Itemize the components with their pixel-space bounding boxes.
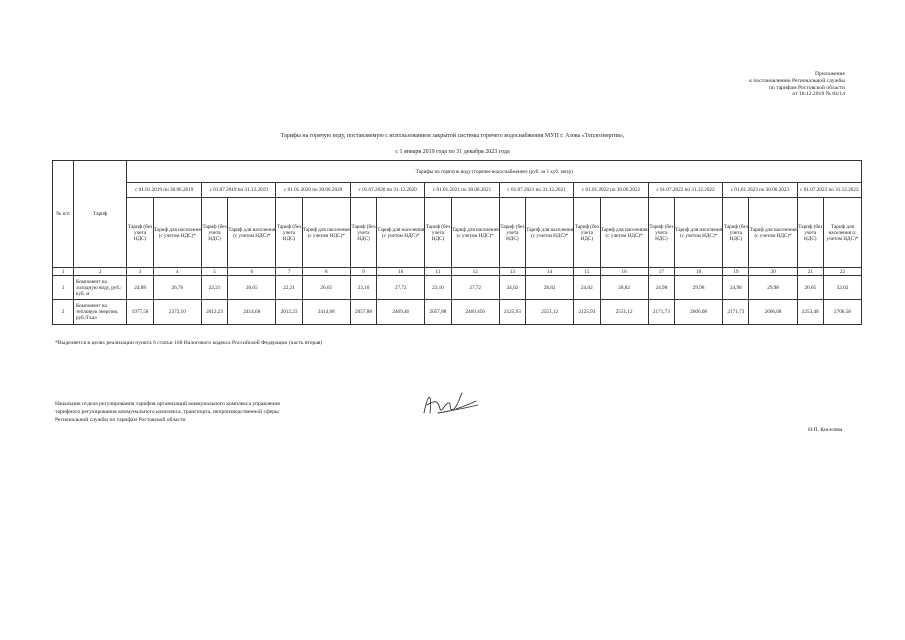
document-title: Тарифы на горячую воду, поставляемую с использованием закрытой системы горячего водоснабжения МУП г. Азова «Теплоэнергия», bbox=[280, 133, 625, 139]
tariff-value: 2171,73 bbox=[648, 300, 674, 325]
period-header: с 01.07.2019 по 31.12.2019 bbox=[201, 183, 275, 198]
footnote: *Выделяется в целях реализации пункта 6 статьи 168 Налогового кодекса Российской Федерации (часть вторая) bbox=[55, 340, 323, 346]
tariff-excl-vat-header: Тариф (без учета НДС) bbox=[425, 198, 451, 268]
column-number: 18 bbox=[674, 268, 722, 276]
tariff-value: 28,82 bbox=[526, 276, 574, 300]
tariff-excl-vat-header: Тариф (без учета НДС) bbox=[797, 198, 823, 268]
tariff-value: 1977,58 bbox=[127, 300, 153, 325]
tariff-value: 23,10 bbox=[350, 276, 376, 300]
column-number: 2 bbox=[73, 268, 127, 276]
tariff-value: 2551,12 bbox=[526, 300, 574, 325]
row-number: 2 bbox=[53, 300, 74, 325]
tariff-excl-vat-header: Тариф (без учета НДС) bbox=[276, 198, 302, 268]
tariff-value: 2414,68 bbox=[228, 300, 276, 325]
tariff-excl-vat-header: Тариф (без учета НДС) bbox=[648, 198, 674, 268]
column-number: 5 bbox=[201, 268, 227, 276]
tariff-population-header: Тариф для населения (с учетом НДС)* bbox=[823, 198, 861, 268]
appendix-line: к постановлению Региональной службы bbox=[749, 77, 845, 84]
column-number: 11 bbox=[425, 268, 451, 276]
header-tariff: Тариф bbox=[73, 161, 127, 268]
tariff-value: 27,72 bbox=[451, 276, 499, 300]
tariff-value: 27,72 bbox=[377, 276, 425, 300]
tariff-value: 2171,73 bbox=[723, 300, 749, 325]
tariff-excl-vat-header: Тариф (без учета НДС) bbox=[201, 198, 227, 268]
tariff-value: 26,65 bbox=[228, 276, 276, 300]
row-name: Компонент на тепловую энергию, руб./Гкал bbox=[73, 300, 127, 325]
period-header: с 01.07.2021 по 31.12.2021 bbox=[499, 183, 573, 198]
tariff-population-header: Тариф для населения (с учетом НДС)* bbox=[377, 198, 425, 268]
column-number: 14 bbox=[526, 268, 574, 276]
tariff-value: 2469,46 bbox=[377, 300, 425, 325]
tariff-value: 32,02 bbox=[823, 276, 861, 300]
period-header: с 01.01.2022 по 30.06.2022 bbox=[574, 183, 648, 198]
signatory-position: Начальник отдела регулирования тарифов организаций коммунального комплекса управления тарифного регулирования коммунального комплекса, транспорта, непроизводственной сферы Региональной службы по тарифам Ростовской области bbox=[55, 401, 280, 424]
tariff-value: 29,98 bbox=[749, 276, 797, 300]
tariff-value: 2414,68 bbox=[302, 300, 350, 325]
tariff-value: 2253,48 bbox=[797, 300, 823, 325]
tariff-value: 22,21 bbox=[201, 276, 227, 300]
appendix-line: Приложение bbox=[814, 71, 845, 77]
period-header: с 01.07.2022 по 31.12.2022 bbox=[648, 183, 722, 198]
row-number: 1 bbox=[53, 276, 74, 300]
tariff-value: 2125,93 bbox=[574, 300, 600, 325]
tariff-value: 24,88 bbox=[127, 276, 153, 300]
tariff-value: 2551,12 bbox=[600, 300, 648, 325]
tariff-value: 26,65 bbox=[302, 276, 350, 300]
tariff-excl-vat-header: Тариф (без учета НДС) bbox=[499, 198, 525, 268]
appendix-line: по тарифам Ростовской области bbox=[769, 84, 845, 91]
appendix-line: от 18.12.2018 № 84/14 bbox=[792, 91, 845, 98]
column-number: 3 bbox=[127, 268, 153, 276]
document-period: с 1 января 2019 года по 31 декабря 2023 года bbox=[395, 149, 510, 155]
table-row bbox=[53, 300, 862, 325]
tariff-population-header: Тариф для населения (с учетом НДС)* bbox=[600, 198, 648, 268]
column-number: 20 bbox=[749, 268, 797, 276]
column-number: 22 bbox=[823, 268, 861, 276]
tariff-value: 24,02 bbox=[574, 276, 600, 300]
period-header: с 01.07.2023 по 31.12.2023 bbox=[797, 183, 861, 198]
period-header: с 01.07.2020 по 31.12.2020 bbox=[350, 183, 424, 198]
tariff-table bbox=[52, 160, 862, 325]
tariff-value: 29,98 bbox=[674, 276, 722, 300]
tariff-value: 22,21 bbox=[276, 276, 302, 300]
tariff-value: 2012,23 bbox=[276, 300, 302, 325]
tariff-excl-vat-header: Тариф (без учета НДС) bbox=[574, 198, 600, 268]
tariff-value: 24,98 bbox=[648, 276, 674, 300]
period-header: с 01.01.2020 по 30.06.2020 bbox=[276, 183, 350, 198]
appendix-block bbox=[749, 71, 845, 98]
tariff-excl-vat-header: Тариф (без учета НДС) bbox=[723, 198, 749, 268]
tariff-excl-vat-header: Тариф (без учета НДС) bbox=[127, 198, 153, 268]
tariff-value: 2057,88 bbox=[350, 300, 376, 325]
tariff-value: 28,82 bbox=[600, 276, 648, 300]
tariff-value: 23,10 bbox=[425, 276, 451, 300]
column-number: 15 bbox=[574, 268, 600, 276]
column-number: 1 bbox=[53, 268, 74, 276]
tariff-value: 2012,23 bbox=[201, 300, 227, 325]
tariff-value: 2373,10 bbox=[153, 300, 201, 325]
header-num: № п/п bbox=[53, 161, 74, 268]
tariff-population-header: Тариф для населения (с учетом НДС)* bbox=[153, 198, 201, 268]
tariff-population-header: Тариф для населения (с учетом НДС)* bbox=[526, 198, 574, 268]
column-number: 4 bbox=[153, 268, 201, 276]
tariff-value: 2469,456 bbox=[451, 300, 499, 325]
table-row bbox=[53, 276, 862, 300]
signatory-name: Н.П. Киселева bbox=[808, 427, 843, 433]
tariff-value: 2606,08 bbox=[674, 300, 722, 325]
column-number: 19 bbox=[723, 268, 749, 276]
tariff-value: 24,98 bbox=[723, 276, 749, 300]
column-number: 8 bbox=[302, 268, 350, 276]
period-header: с 01.01.2021 по 30.06.2021 bbox=[425, 183, 499, 198]
column-number: 16 bbox=[600, 268, 648, 276]
period-header: с 01.01.2019 по 30.06.2019 bbox=[127, 183, 201, 198]
tariff-value: 26,76 bbox=[153, 276, 201, 300]
column-number: 10 bbox=[377, 268, 425, 276]
column-number: 9 bbox=[350, 268, 376, 276]
column-number: 6 bbox=[228, 268, 276, 276]
tariff-value: 2057,88 bbox=[425, 300, 451, 325]
tariff-excl-vat-header: Тариф (без учета НДС) bbox=[350, 198, 376, 268]
row-name: Компонент на холодную воду, руб./куб. м bbox=[73, 276, 127, 300]
tariff-population-header: Тариф для населения (с учетом НДС)* bbox=[749, 198, 797, 268]
tariff-value: 24,02 bbox=[499, 276, 525, 300]
column-number: 7 bbox=[276, 268, 302, 276]
column-number: 13 bbox=[499, 268, 525, 276]
header-group: Тарифы на горячую воду (горячее водоснабжение) (руб. за 1 куб. метр) bbox=[127, 161, 862, 183]
column-number: 17 bbox=[648, 268, 674, 276]
tariff-population-header: Тариф для населения (с учетом НДС)* bbox=[674, 198, 722, 268]
tariff-population-header: Тариф для населения (с учетом НДС)* bbox=[228, 198, 276, 268]
tariff-value: 26,65 bbox=[797, 276, 823, 300]
tariff-population-header: Тариф для населения (с учетом НДС)* bbox=[451, 198, 499, 268]
period-header: с 01.01.2023 по 30.06.2023 bbox=[723, 183, 797, 198]
tariff-population-header: Тариф для населения (с учетом НДС)* bbox=[302, 198, 350, 268]
tariff-value: 2125,93 bbox=[499, 300, 525, 325]
column-number: 21 bbox=[797, 268, 823, 276]
tariff-value: 2606,08 bbox=[749, 300, 797, 325]
signature-icon bbox=[418, 383, 480, 423]
tariff-value: 2706,58 bbox=[823, 300, 861, 325]
column-number: 12 bbox=[451, 268, 499, 276]
